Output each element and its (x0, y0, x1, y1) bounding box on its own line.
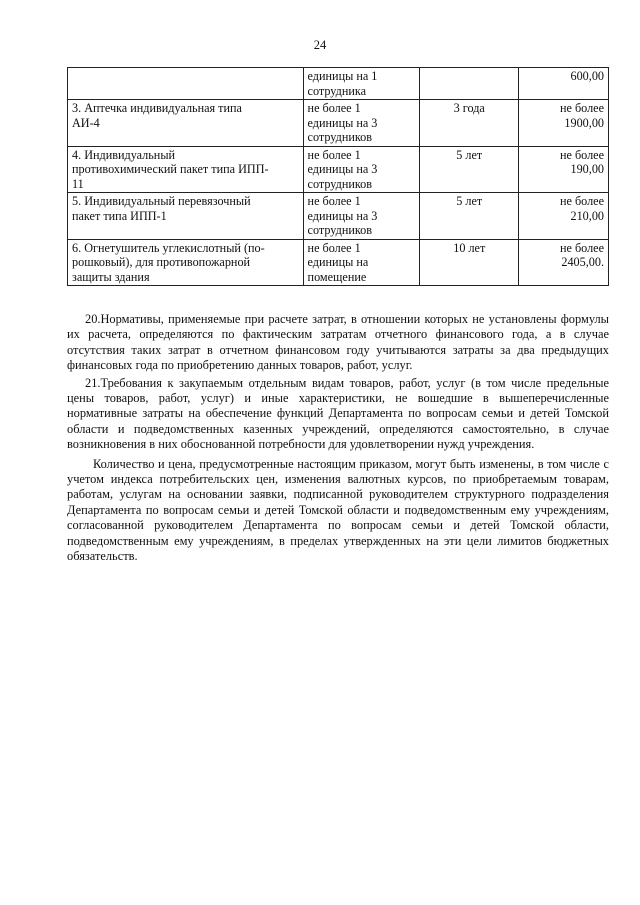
item-term-cell: 3 года (420, 100, 519, 147)
item-name-cell (68, 68, 304, 100)
item-norm-cell: не более 1 единицы на 3 сотрудников (303, 100, 420, 147)
table-row (68, 193, 609, 240)
item-norm-cell: не более 1 единицы на 3 сотрудников (303, 193, 420, 240)
item-name-cell: 3. Аптечка индивидуальная типа АИ-4 (68, 100, 304, 147)
table-row (68, 68, 609, 100)
paragraph-quantity-and-price: Количество и цена, предусмотренные настоящим приказом, могут быть изменены, в том числе с учетом индекса потребительских цен, изменения валютных курсов, по приобретаемым товарам, работам, услугам на основании заявки, подписанной руководителем структурного подразделения Департамента по вопросам семьи и детей Томской области и подведомственным ему учреждениям, согласованной руководителем Департамента по вопросам семьи и детей Томской области, подведомственным ему учреждениям, в пределах утвержденных на эти цели лимитов бюджетных обязательств. (67, 456, 609, 564)
item-norm-cell: единицы на 1 сотрудника (303, 68, 420, 100)
item-term-cell: 5 лет (420, 146, 519, 193)
item-norm-cell: не более 1 единицы на помещение (303, 239, 420, 286)
item-price-cell: не более 2405,00. (519, 239, 609, 286)
table-row (68, 239, 609, 286)
norms-table (67, 67, 609, 286)
item-name-cell: 5. Индивидуальный перевязочный пакет типа ИПП-1 (68, 193, 304, 240)
item-price-cell: не более 210,00 (519, 193, 609, 240)
item-price-cell: не более 190,00 (519, 146, 609, 193)
table-row (68, 100, 609, 147)
item-norm-cell: не более 1 единицы на 3 сотрудников (303, 146, 420, 193)
item-name-cell: 4. Индивидуальный противохимический пакет типа ИПП- 11 (68, 146, 304, 193)
item-term-cell: 5 лет (420, 193, 519, 240)
item-name-cell: 6. Огнетушитель углекислотный (по- рошковый), для противопожарной защиты здания (68, 239, 304, 286)
table-row (68, 146, 609, 193)
item-price-cell: 600,00 (519, 68, 609, 100)
body-text (67, 312, 609, 567)
page-number: 24 (313, 38, 327, 52)
item-price-cell: не более 1900,00 (519, 100, 609, 147)
paragraph-21: 21.Требования к закупаемым отдельным видам товаров, работ, услуг (в том числе предельные цены товаров, работ, услуг) и иные характеристики, не вошедшие в вышеперечисленные нормативные затраты на обеспечение функций Департамента по вопросам семьи и детей Томской области и подведомственных казенных учреждений, определяются самостоятельно, в случае возникновения в них обоснованной потребности для удовлетворении нужд учреждения. (67, 375, 609, 452)
item-term-cell (420, 68, 519, 100)
item-term-cell: 10 лет (420, 239, 519, 286)
paragraph-20: 20.Нормативы, применяемые при расчете затрат, в отношении которых не установлены формулы их расчета, определяются по фактическим затратам отчетного финансового года, а в случае отсутствия таких затрат в отчетном финансовом году учитываются затраты за два предыдущих финансовых года по приобретению данных товаров, работ, услуг. (67, 312, 609, 373)
